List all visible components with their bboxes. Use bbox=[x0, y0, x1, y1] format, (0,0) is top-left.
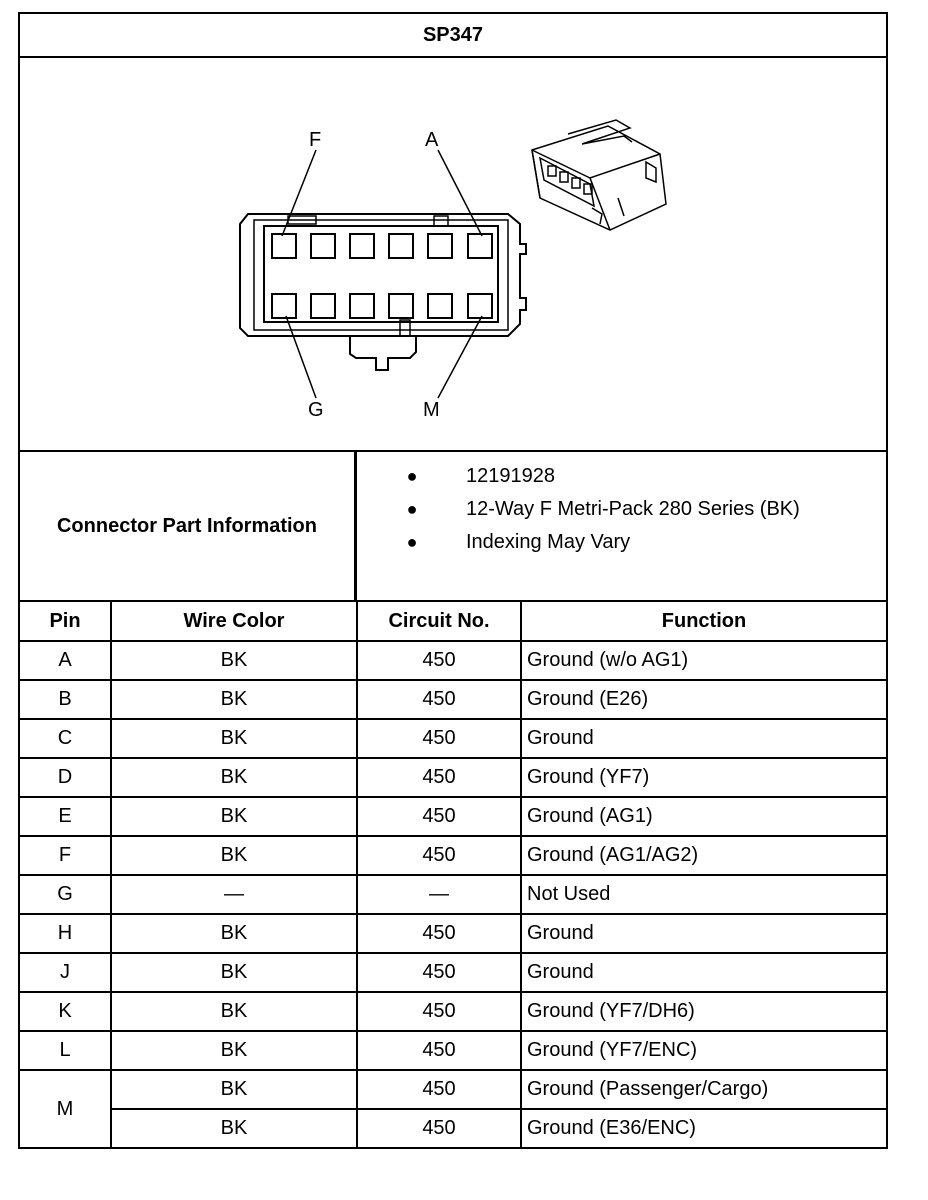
cell-wire-color: BK bbox=[111, 836, 357, 875]
header-pin: Pin bbox=[19, 601, 111, 641]
table-row bbox=[19, 680, 887, 719]
cell-function: Ground (Passenger/Cargo) bbox=[521, 1070, 887, 1109]
cell-pin: L bbox=[19, 1031, 111, 1070]
cell-pin: A bbox=[19, 641, 111, 680]
connector-info-item bbox=[358, 460, 886, 493]
cell-circuit: 450 bbox=[357, 914, 521, 953]
cell-pin: K bbox=[19, 992, 111, 1031]
header-function: Function bbox=[521, 601, 887, 641]
pin-label-f: F bbox=[309, 129, 322, 151]
table-row bbox=[19, 719, 887, 758]
cell-function: Ground (w/o AG1) bbox=[521, 641, 887, 680]
bullet-icon: ● bbox=[406, 499, 418, 519]
bullet-icon: ● bbox=[406, 466, 418, 486]
table-row bbox=[19, 1109, 887, 1148]
table-row bbox=[19, 953, 887, 992]
cell-wire-color: — bbox=[111, 875, 357, 914]
cell-circuit: 450 bbox=[357, 1031, 521, 1070]
cell-function: Ground bbox=[521, 953, 887, 992]
cell-wire-color: BK bbox=[111, 992, 357, 1031]
lock-tab bbox=[350, 336, 416, 370]
housing-inner bbox=[254, 220, 508, 330]
table-row bbox=[19, 992, 887, 1031]
connector-title: SP347 bbox=[18, 12, 888, 56]
connector-face-drawing bbox=[20, 58, 886, 450]
cell-wire-color: BK bbox=[111, 797, 357, 836]
table-row bbox=[19, 1031, 887, 1070]
cell-circuit: 450 bbox=[357, 992, 521, 1031]
indexing-note: Indexing May Vary bbox=[466, 531, 631, 553]
table-row bbox=[19, 914, 887, 953]
cell-function: Ground (E36/ENC) bbox=[521, 1109, 887, 1148]
table-row bbox=[19, 836, 887, 875]
cell-circuit: 450 bbox=[357, 953, 521, 992]
connector-info-heading: Connector Part Information bbox=[20, 452, 357, 600]
table-row bbox=[19, 797, 887, 836]
bullet-icon: ● bbox=[406, 532, 418, 552]
connector-type: 12-Way F Metri-Pack 280 Series (BK) bbox=[466, 498, 800, 520]
part-number: 12191928 bbox=[466, 465, 555, 487]
header-circuit: Circuit No. bbox=[357, 601, 521, 641]
cell-wire-color: BK bbox=[111, 1031, 357, 1070]
cell-function: Ground (YF7/ENC) bbox=[521, 1031, 887, 1070]
cell-function: Ground (YF7) bbox=[521, 758, 887, 797]
cell-circuit: 450 bbox=[357, 797, 521, 836]
table-row bbox=[19, 641, 887, 680]
cell-circuit: — bbox=[357, 875, 521, 914]
table-header-row bbox=[19, 601, 887, 641]
pin-label-g: G bbox=[308, 399, 324, 421]
pinout-table bbox=[18, 600, 888, 1149]
cell-circuit: 450 bbox=[357, 1109, 521, 1148]
cell-wire-color: BK bbox=[111, 1109, 357, 1148]
cell-circuit: 450 bbox=[357, 1070, 521, 1109]
connector-info-item bbox=[358, 526, 886, 559]
cell-function: Not Used bbox=[521, 875, 887, 914]
cell-function: Ground (YF7/DH6) bbox=[521, 992, 887, 1031]
cell-function: Ground (AG1) bbox=[521, 797, 887, 836]
connector-sheet bbox=[18, 12, 888, 1180]
cell-wire-color: BK bbox=[111, 719, 357, 758]
connector-isometric-view bbox=[532, 120, 666, 230]
cell-circuit: 450 bbox=[357, 836, 521, 875]
connector-info-list bbox=[358, 460, 886, 559]
pin-label-a: A bbox=[425, 129, 439, 151]
table-row bbox=[19, 1070, 887, 1109]
cell-pin: E bbox=[19, 797, 111, 836]
cell-pin: H bbox=[19, 914, 111, 953]
connector-part-info bbox=[18, 450, 888, 602]
cell-pin: J bbox=[19, 953, 111, 992]
cell-pin: G bbox=[19, 875, 111, 914]
cell-wire-color: BK bbox=[111, 1070, 357, 1109]
cell-function: Ground (E26) bbox=[521, 680, 887, 719]
cell-function: Ground bbox=[521, 719, 887, 758]
cavity-frame bbox=[264, 226, 498, 322]
table-row bbox=[19, 758, 887, 797]
cell-pin: F bbox=[19, 836, 111, 875]
cell-pin: D bbox=[19, 758, 111, 797]
cell-pin: B bbox=[19, 680, 111, 719]
cell-wire-color: BK bbox=[111, 914, 357, 953]
connector-diagram bbox=[18, 56, 888, 452]
cell-function: Ground (AG1/AG2) bbox=[521, 836, 887, 875]
cell-circuit: 450 bbox=[357, 719, 521, 758]
header-wire-color: Wire Color bbox=[111, 601, 357, 641]
cell-pin: M bbox=[19, 1070, 111, 1148]
table-row bbox=[19, 875, 887, 914]
cell-circuit: 450 bbox=[357, 680, 521, 719]
cell-function: Ground bbox=[521, 914, 887, 953]
cell-wire-color: BK bbox=[111, 953, 357, 992]
cell-wire-color: BK bbox=[111, 758, 357, 797]
cell-wire-color: BK bbox=[111, 680, 357, 719]
cell-circuit: 450 bbox=[357, 641, 521, 680]
cell-wire-color: BK bbox=[111, 641, 357, 680]
pin-label-m: M bbox=[423, 399, 440, 421]
connector-info-item bbox=[358, 493, 886, 526]
cell-pin: C bbox=[19, 719, 111, 758]
cell-circuit: 450 bbox=[357, 758, 521, 797]
